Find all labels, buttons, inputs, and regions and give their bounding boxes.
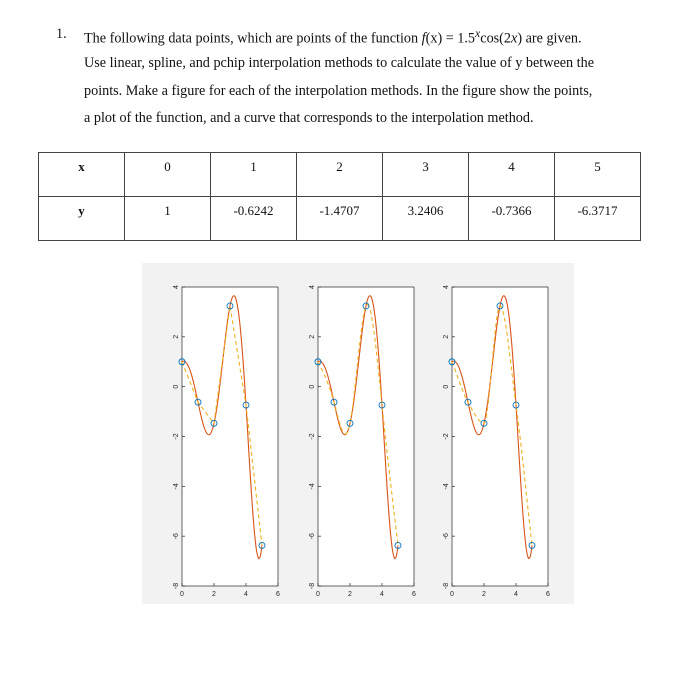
table-cell: -1.4707 — [297, 197, 383, 241]
figure-svg — [142, 263, 574, 604]
data-table — [38, 152, 641, 241]
problem-line-2: Use linear, spline, and pchip interpolation methods to calculate the value of y between the — [84, 55, 595, 71]
x-tick-label: 6 — [276, 591, 280, 598]
y-tick-label: 2 — [173, 334, 180, 339]
problem-line-3: points. Make a figure for each of the interpolation methods. In the figure show the points, — [84, 83, 593, 99]
row-label-x: x — [39, 153, 125, 197]
x-tick-label: 2 — [348, 591, 352, 598]
problem-line-1-end: ) are given. — [517, 30, 582, 47]
y-tick-label: -4 — [443, 483, 450, 490]
y-tick-label: -2 — [309, 433, 316, 440]
x-tick-label: 6 — [412, 591, 416, 598]
x-tick-label: 4 — [380, 591, 384, 598]
interpolation-figure — [142, 263, 574, 604]
table-cell: 3.2406 — [383, 197, 469, 241]
axes-box — [452, 287, 548, 586]
y-tick-label: 0 — [443, 384, 450, 389]
axes-box — [182, 287, 278, 586]
y-tick-label: -4 — [173, 483, 180, 490]
x-tick-label: 0 — [316, 591, 320, 598]
problem-line-1-text: The following data points, which are points of the function — [84, 30, 422, 47]
y-tick-label: 0 — [173, 384, 180, 389]
y-tick-label: 0 — [309, 384, 316, 389]
table-cell: 0 — [125, 153, 211, 197]
y-tick-label: 4 — [443, 285, 450, 289]
axes-box — [318, 287, 414, 586]
table-cell: -0.6242 — [211, 197, 297, 241]
function-cos: cos(2 — [480, 30, 511, 47]
y-tick-label: 4 — [309, 285, 316, 289]
table-cell: -6.3717 — [555, 197, 641, 241]
y-tick-label: 2 — [443, 334, 450, 339]
y-tick-label: -4 — [309, 483, 316, 490]
x-tick-label: 0 — [180, 591, 184, 598]
subplot-spline — [309, 285, 416, 598]
function-cos-arg: x — [511, 30, 518, 47]
y-tick-label: -2 — [443, 433, 450, 440]
x-tick-label: 2 — [482, 591, 486, 598]
function-name: f — [421, 30, 426, 47]
x-tick-label: 6 — [546, 591, 550, 598]
table-cell: -0.7366 — [469, 197, 555, 241]
y-tick-label: -2 — [173, 433, 180, 440]
x-tick-label: 4 — [244, 591, 248, 598]
table-row-x — [39, 153, 641, 197]
y-tick-label: -8 — [309, 582, 316, 590]
x-tick-label: 0 — [450, 591, 454, 598]
table-row-y — [39, 197, 641, 241]
y-tick-label: -6 — [309, 533, 316, 540]
table-cell: 1 — [125, 197, 211, 241]
problem-line-4: a plot of the function, and a curve that corresponds to the interpolation method. — [84, 110, 534, 126]
table-cell: 2 — [297, 153, 383, 197]
function-exponent: x — [475, 26, 481, 40]
y-tick-label: -6 — [443, 533, 450, 540]
table-cell: 1 — [211, 153, 297, 197]
y-tick-label: -8 — [443, 582, 450, 590]
x-tick-label: 2 — [212, 591, 216, 598]
table-cell: 5 — [555, 153, 641, 197]
subplot-linear — [173, 285, 280, 598]
subplot-pchip — [443, 285, 550, 598]
problem-line-1 — [84, 26, 582, 48]
y-tick-label: -6 — [173, 533, 180, 540]
row-label-y: y — [39, 197, 125, 241]
y-tick-label: 4 — [173, 285, 180, 289]
x-tick-label: 4 — [514, 591, 518, 598]
table-cell: 4 — [469, 153, 555, 197]
problem-number: 1. — [56, 26, 67, 42]
function-base: = 1.5 — [442, 30, 476, 47]
y-tick-label: -8 — [173, 582, 180, 590]
function-arg: (x) — [425, 30, 443, 47]
y-tick-label: 2 — [309, 334, 316, 339]
table-cell: 3 — [383, 153, 469, 197]
